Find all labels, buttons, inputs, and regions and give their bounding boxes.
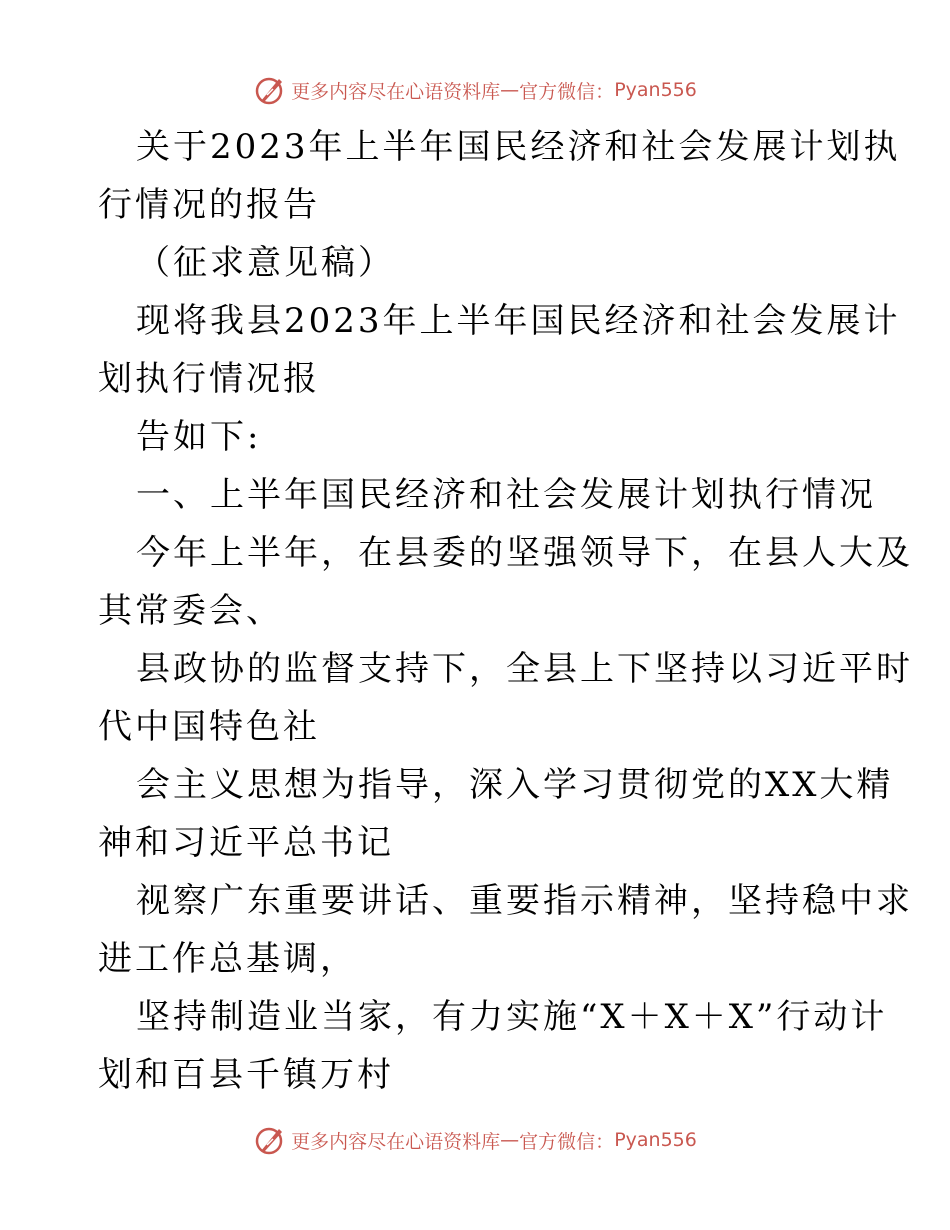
doc-paragraph-line: 坚持制造业当家，有力实施“X＋X＋X”行动计: [136, 997, 888, 1037]
doc-paragraph-line: 今年上半年，在县委的坚强领导下，在县人大及: [136, 533, 913, 573]
watermark-contact-label: 官方微信：: [519, 80, 615, 103]
doc-subtitle: （征求意见稿）: [136, 243, 395, 283]
watermark-separator: —: [500, 79, 520, 101]
watermark-text: 更多内容尽在心语资料库: [291, 1130, 501, 1153]
doc-paragraph-line: 县政协的监督支持下，全县上下坚持以习近平时: [136, 649, 913, 689]
quill-logo-icon: [253, 73, 287, 107]
watermark-text: 更多内容尽在心语资料库: [291, 80, 501, 103]
doc-title-line-2: 行情况的报告: [98, 185, 320, 225]
watermark-separator: —: [500, 1129, 520, 1151]
watermark-contact-handle: Pyan556: [614, 1129, 697, 1151]
doc-title-line-1: 关于2023年上半年国民经济和社会发展计划执: [136, 127, 901, 167]
doc-paragraph-line: 会主义思想为指导，深入学习贯彻党的XX大精: [136, 765, 894, 805]
doc-section-heading: 一、上半年国民经济和社会发展计划执行情况: [136, 475, 876, 515]
watermark-contact-handle: Pyan556: [614, 79, 697, 101]
doc-paragraph-line: 代中国特色社: [98, 707, 320, 747]
doc-paragraph-line: 划执行情况报: [98, 359, 320, 399]
watermark-header: [0, 70, 950, 110]
watermark-contact-label: 官方微信：: [519, 1130, 615, 1153]
watermark-footer: [0, 1120, 950, 1160]
quill-logo-icon: [253, 1123, 287, 1157]
doc-paragraph-line: 其常委会、: [98, 591, 283, 631]
doc-paragraph-line: 现将我县2023年上半年国民经济和社会发展计: [136, 301, 901, 341]
document-body: [98, 118, 913, 1104]
doc-paragraph-line: 进工作总基调，: [98, 939, 357, 979]
doc-paragraph-line: 视察广东重要讲话、重要指示精神，坚持稳中求: [136, 881, 913, 921]
doc-paragraph-line: 告如下:: [136, 417, 262, 457]
doc-paragraph-line: 划和百县千镇万村: [98, 1055, 394, 1095]
doc-paragraph-line: 神和习近平总书记: [98, 823, 394, 863]
